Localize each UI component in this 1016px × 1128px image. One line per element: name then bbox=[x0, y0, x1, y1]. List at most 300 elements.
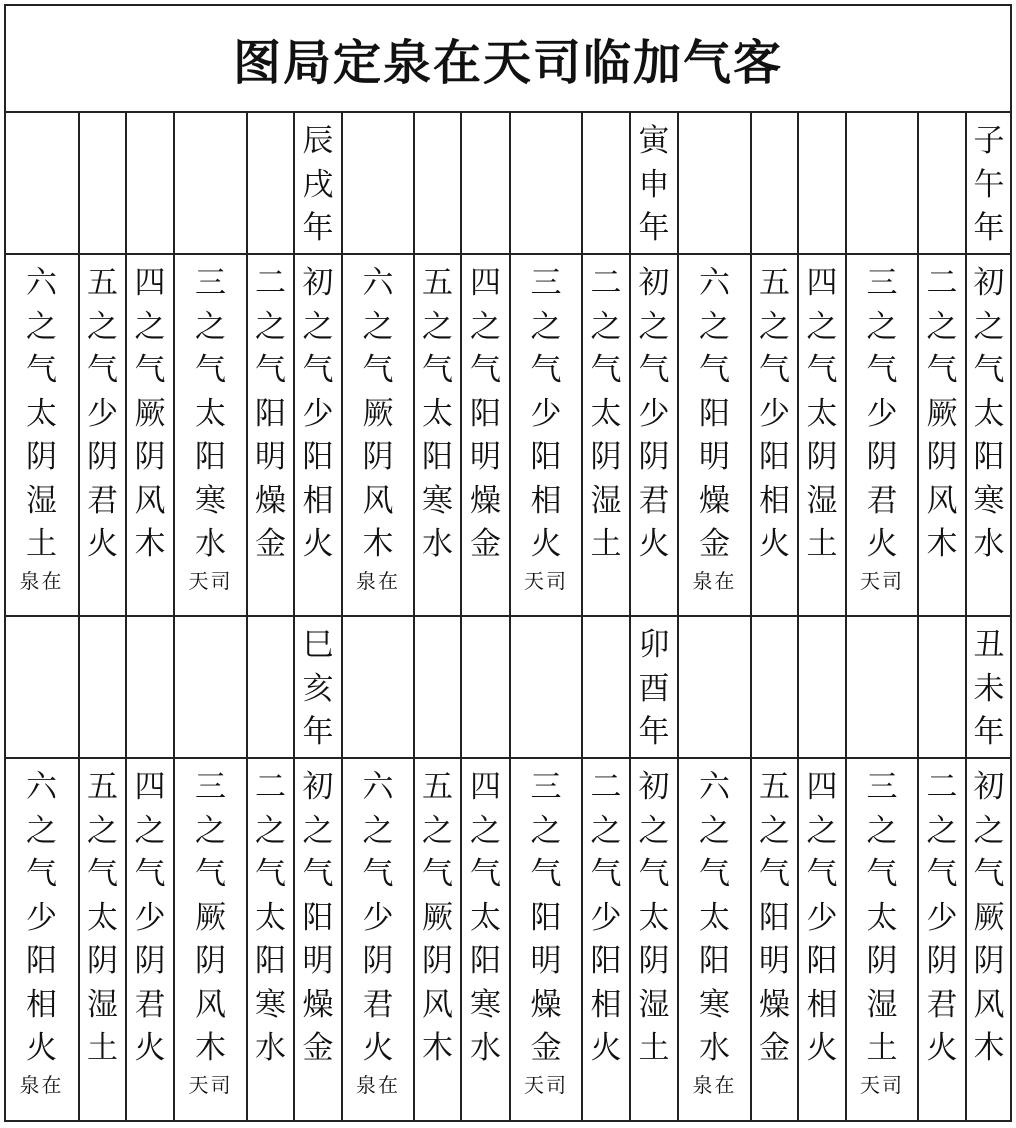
year-cell bbox=[918, 616, 966, 758]
year-cell bbox=[4, 616, 79, 758]
cell-char: 六 bbox=[26, 769, 57, 805]
cell-char: 火 bbox=[362, 1030, 394, 1066]
cell-char: 气 bbox=[255, 352, 286, 388]
qi-cell bbox=[247, 758, 294, 1122]
cell-char: 金 bbox=[302, 1030, 334, 1066]
qi-cell bbox=[126, 758, 174, 1122]
cell-char: 寅 bbox=[638, 123, 670, 159]
cell-char: 五 bbox=[422, 769, 453, 805]
cell-char: 火 bbox=[590, 1030, 622, 1066]
cell-char: 六 bbox=[699, 265, 730, 301]
cell-char: 明 bbox=[530, 943, 562, 979]
year-cell bbox=[461, 112, 510, 254]
cell-char: 火 bbox=[134, 1030, 166, 1066]
cell-char: 气 bbox=[134, 856, 166, 892]
cell-char: 太 bbox=[699, 899, 730, 936]
qi-cell bbox=[678, 758, 751, 1122]
cell-char: 三 bbox=[866, 265, 898, 301]
cell-char: 初 bbox=[302, 265, 334, 301]
cell-char: 少 bbox=[26, 899, 57, 936]
cell-char: 气 bbox=[530, 352, 562, 388]
cell-char: 相 bbox=[806, 986, 838, 1023]
cell-char: 太 bbox=[806, 395, 838, 432]
qi-cell bbox=[4, 254, 79, 616]
cell-char: 寒 bbox=[422, 482, 453, 519]
cell-char: 太 bbox=[87, 899, 118, 936]
year-cell bbox=[247, 616, 294, 758]
cell-char: 四 bbox=[806, 265, 838, 301]
cell-char: 二 bbox=[255, 265, 286, 301]
cell-char: 初 bbox=[638, 265, 670, 301]
cell-char: 湿 bbox=[866, 986, 898, 1023]
cell-char: 阴 bbox=[973, 943, 1005, 979]
qi-cell bbox=[294, 254, 342, 616]
cell-char: 燥 bbox=[530, 986, 562, 1023]
cell-char: 阳 bbox=[255, 395, 286, 432]
year-cell bbox=[582, 616, 630, 758]
qi-cell bbox=[966, 758, 1012, 1122]
cell-char: 年 bbox=[302, 210, 334, 246]
cell-char: 厥 bbox=[195, 899, 226, 936]
cell-char: 之 bbox=[134, 812, 166, 849]
cell-char: 金 bbox=[470, 526, 501, 562]
cell-char: 风 bbox=[134, 482, 166, 519]
cell-char: 之 bbox=[866, 812, 898, 849]
cell-char: 气 bbox=[255, 856, 286, 892]
cell-char: 少 bbox=[926, 899, 958, 936]
cell-char: 气 bbox=[530, 856, 562, 892]
cell-char: 气 bbox=[973, 352, 1005, 388]
cell-char: 之 bbox=[255, 812, 286, 849]
cell-note: 天司 bbox=[860, 568, 904, 593]
qi-cell bbox=[247, 254, 294, 616]
year-cell bbox=[678, 112, 751, 254]
year-cell bbox=[79, 616, 126, 758]
cell-char: 火 bbox=[638, 526, 670, 562]
cell-char: 气 bbox=[699, 352, 730, 388]
cell-char: 之 bbox=[530, 308, 562, 345]
cell-char: 阳 bbox=[195, 439, 226, 475]
cell-char: 阴 bbox=[590, 439, 622, 475]
cell-char: 阴 bbox=[362, 943, 394, 979]
cell-char: 阳 bbox=[26, 943, 57, 979]
cell-char: 水 bbox=[699, 1030, 730, 1066]
cell-char: 四 bbox=[470, 769, 501, 805]
cell-char: 阳 bbox=[422, 439, 453, 475]
cell-char: 五 bbox=[87, 265, 118, 301]
qi-cell bbox=[4, 758, 79, 1122]
cell-char: 之 bbox=[638, 308, 670, 345]
cell-char: 之 bbox=[470, 308, 501, 345]
cell-char: 水 bbox=[470, 1030, 501, 1066]
cell-char: 年 bbox=[973, 714, 1005, 750]
cell-char: 厥 bbox=[134, 395, 166, 432]
cell-char: 君 bbox=[866, 482, 898, 519]
cell-char: 厥 bbox=[362, 395, 394, 432]
cell-char: 木 bbox=[134, 526, 166, 562]
year-cell bbox=[751, 112, 798, 254]
cell-char: 气 bbox=[973, 856, 1005, 892]
cell-char: 巳 bbox=[302, 627, 334, 663]
cell-char: 火 bbox=[759, 526, 790, 562]
cell-char: 气 bbox=[195, 352, 226, 388]
year-cell bbox=[174, 616, 247, 758]
qi-cell bbox=[798, 758, 846, 1122]
cell-char: 阳 bbox=[470, 395, 501, 432]
cell-char: 木 bbox=[973, 1030, 1005, 1066]
cell-char: 水 bbox=[255, 1030, 286, 1066]
cell-char: 辰 bbox=[302, 123, 334, 159]
year-cell bbox=[174, 112, 247, 254]
cell-char: 之 bbox=[699, 308, 730, 345]
cell-char: 之 bbox=[195, 308, 226, 345]
cell-char: 之 bbox=[699, 812, 730, 849]
year-cell bbox=[294, 616, 342, 758]
year-cell bbox=[510, 112, 582, 254]
year-cell bbox=[294, 112, 342, 254]
cell-char: 少 bbox=[806, 899, 838, 936]
cell-char: 五 bbox=[87, 769, 118, 805]
qi-cell bbox=[510, 758, 582, 1122]
year-cell bbox=[678, 616, 751, 758]
cell-char: 阴 bbox=[134, 439, 166, 475]
cell-char: 之 bbox=[590, 812, 622, 849]
cell-char: 阳 bbox=[302, 899, 334, 936]
cell-char: 明 bbox=[759, 943, 790, 979]
qi-cell bbox=[342, 758, 414, 1122]
cell-char: 之 bbox=[759, 812, 790, 849]
cell-char: 初 bbox=[302, 769, 334, 805]
cell-char: 之 bbox=[362, 812, 394, 849]
cell-char: 土 bbox=[638, 1030, 670, 1066]
year-cell bbox=[966, 616, 1012, 758]
cell-char: 土 bbox=[26, 526, 57, 562]
cell-char: 阳 bbox=[806, 943, 838, 979]
cell-char: 燥 bbox=[470, 482, 501, 519]
cell-char: 湿 bbox=[590, 482, 622, 519]
cell-char: 水 bbox=[973, 526, 1005, 562]
cell-char: 阳 bbox=[759, 899, 790, 936]
cell-char: 阴 bbox=[134, 943, 166, 979]
cell-char: 寒 bbox=[255, 986, 286, 1023]
cell-char: 二 bbox=[255, 769, 286, 805]
cell-char: 气 bbox=[26, 352, 57, 388]
cell-char: 气 bbox=[806, 856, 838, 892]
cell-char: 二 bbox=[926, 265, 958, 301]
cell-char: 燥 bbox=[255, 482, 286, 519]
cell-char: 明 bbox=[699, 439, 730, 475]
cell-char: 气 bbox=[302, 352, 334, 388]
qi-cell bbox=[342, 254, 414, 616]
cell-char: 气 bbox=[638, 856, 670, 892]
year-cell bbox=[461, 616, 510, 758]
cell-char: 少 bbox=[530, 395, 562, 432]
cell-char: 之 bbox=[806, 812, 838, 849]
cell-char: 厥 bbox=[973, 899, 1005, 936]
qi-cell bbox=[846, 254, 918, 616]
cell-char: 土 bbox=[87, 1030, 118, 1066]
cell-note: 泉在 bbox=[692, 1072, 737, 1097]
qi-cell bbox=[79, 254, 126, 616]
cell-char: 相 bbox=[590, 986, 622, 1023]
cell-char: 风 bbox=[973, 986, 1005, 1023]
cell-char: 气 bbox=[759, 352, 790, 388]
cell-char: 气 bbox=[866, 856, 898, 892]
cell-note: 泉在 bbox=[356, 568, 400, 593]
qi-cell bbox=[918, 758, 966, 1122]
cell-char: 气 bbox=[422, 352, 453, 388]
cell-char: 三 bbox=[195, 265, 226, 301]
cell-char: 阳 bbox=[699, 943, 730, 979]
year-cell bbox=[846, 616, 918, 758]
year-cell bbox=[342, 616, 414, 758]
cell-char: 木 bbox=[195, 1030, 226, 1066]
cell-char: 气 bbox=[590, 352, 622, 388]
cell-char: 太 bbox=[195, 395, 226, 432]
cell-char: 五 bbox=[759, 769, 790, 805]
cell-char: 之 bbox=[362, 308, 394, 345]
qi-cell bbox=[798, 254, 846, 616]
cell-char: 阳 bbox=[590, 943, 622, 979]
cell-char: 明 bbox=[302, 943, 334, 979]
cell-char: 之 bbox=[973, 308, 1005, 345]
cell-char: 阴 bbox=[195, 943, 226, 979]
cell-char: 气 bbox=[195, 856, 226, 892]
cell-char: 土 bbox=[806, 526, 838, 562]
cell-char: 二 bbox=[926, 769, 958, 805]
cell-char: 年 bbox=[638, 210, 670, 246]
qi-cell bbox=[918, 254, 966, 616]
cell-char: 少 bbox=[362, 899, 394, 936]
cell-char: 气 bbox=[362, 856, 394, 892]
cell-note: 泉在 bbox=[19, 1072, 64, 1097]
cell-char: 相 bbox=[302, 482, 334, 519]
cell-char: 午 bbox=[973, 166, 1005, 203]
cell-char: 之 bbox=[470, 812, 501, 849]
cell-char: 太 bbox=[638, 899, 670, 936]
cell-char: 太 bbox=[590, 395, 622, 432]
cell-char: 木 bbox=[362, 526, 394, 562]
cell-char: 阳 bbox=[530, 899, 562, 936]
cell-char: 太 bbox=[26, 395, 57, 432]
cell-char: 之 bbox=[195, 812, 226, 849]
cell-char: 阳 bbox=[530, 439, 562, 475]
cell-char: 之 bbox=[422, 308, 453, 345]
cell-char: 卯 bbox=[638, 627, 670, 663]
cell-char: 气 bbox=[87, 352, 118, 388]
cell-char: 阴 bbox=[926, 943, 958, 979]
cell-char: 寒 bbox=[973, 482, 1005, 519]
cell-char: 二 bbox=[590, 769, 622, 805]
cell-char: 六 bbox=[362, 265, 394, 301]
cell-char: 湿 bbox=[26, 482, 57, 519]
cell-char: 初 bbox=[973, 769, 1005, 805]
cell-char: 气 bbox=[926, 352, 958, 388]
cell-char: 三 bbox=[530, 769, 562, 805]
cell-char: 火 bbox=[806, 1030, 838, 1066]
cell-char: 君 bbox=[87, 482, 118, 519]
qi-cell bbox=[79, 758, 126, 1122]
cell-char: 气 bbox=[362, 352, 394, 388]
cell-char: 君 bbox=[134, 986, 166, 1023]
cell-char: 阴 bbox=[87, 943, 118, 979]
cell-char: 湿 bbox=[806, 482, 838, 519]
cell-char: 阴 bbox=[422, 943, 453, 979]
cell-char: 之 bbox=[759, 308, 790, 345]
cell-char: 火 bbox=[26, 1030, 57, 1066]
year-cell bbox=[126, 616, 174, 758]
qi-cell bbox=[510, 254, 582, 616]
cell-char: 阴 bbox=[638, 439, 670, 475]
cell-char: 木 bbox=[422, 1030, 453, 1066]
cell-char: 阳 bbox=[759, 439, 790, 475]
qi-cell bbox=[126, 254, 174, 616]
cell-char: 五 bbox=[422, 265, 453, 301]
cell-char: 之 bbox=[926, 308, 958, 345]
year-cell bbox=[582, 112, 630, 254]
cell-char: 厥 bbox=[926, 395, 958, 432]
cell-char: 气 bbox=[926, 856, 958, 892]
cell-char: 之 bbox=[302, 812, 334, 849]
cell-char: 之 bbox=[973, 812, 1005, 849]
cell-char: 太 bbox=[973, 395, 1005, 432]
cell-char: 气 bbox=[866, 352, 898, 388]
cell-note: 天司 bbox=[524, 1072, 568, 1097]
cell-char: 燥 bbox=[302, 986, 334, 1023]
cell-char: 君 bbox=[362, 986, 394, 1023]
cell-char: 火 bbox=[926, 1030, 958, 1066]
cell-char: 阳 bbox=[470, 943, 501, 979]
cell-char: 少 bbox=[590, 899, 622, 936]
cell-char: 气 bbox=[759, 856, 790, 892]
cell-char: 之 bbox=[806, 308, 838, 345]
qi-cell bbox=[461, 758, 510, 1122]
cell-char: 明 bbox=[470, 439, 501, 475]
cell-char: 少 bbox=[759, 395, 790, 432]
cell-char: 亥 bbox=[302, 670, 334, 707]
qi-cell bbox=[582, 254, 630, 616]
qi-cell bbox=[174, 254, 247, 616]
cell-char: 未 bbox=[973, 670, 1005, 707]
cell-char: 年 bbox=[638, 714, 670, 750]
cell-char: 少 bbox=[302, 395, 334, 432]
cell-char: 气 bbox=[134, 352, 166, 388]
cell-char: 火 bbox=[302, 526, 334, 562]
cell-char: 金 bbox=[255, 526, 286, 562]
cell-char: 丑 bbox=[973, 627, 1005, 663]
cell-char: 阳 bbox=[973, 439, 1005, 475]
qi-cell bbox=[846, 758, 918, 1122]
cell-char: 风 bbox=[422, 986, 453, 1023]
cell-char: 三 bbox=[530, 265, 562, 301]
year-cell bbox=[126, 112, 174, 254]
qi-cell bbox=[630, 254, 678, 616]
cell-char: 年 bbox=[973, 210, 1005, 246]
year-cell bbox=[510, 616, 582, 758]
cell-note: 天司 bbox=[860, 1072, 904, 1097]
cell-char: 木 bbox=[926, 526, 958, 562]
year-cell bbox=[918, 112, 966, 254]
cell-char: 气 bbox=[470, 856, 501, 892]
cell-char: 阴 bbox=[806, 439, 838, 475]
cell-char: 六 bbox=[699, 769, 730, 805]
qi-cell bbox=[294, 758, 342, 1122]
cell-char: 燥 bbox=[759, 986, 790, 1023]
cell-char: 气 bbox=[87, 856, 118, 892]
cell-char: 火 bbox=[866, 526, 898, 562]
cell-char: 之 bbox=[255, 308, 286, 345]
cell-char: 少 bbox=[638, 395, 670, 432]
cell-char: 金 bbox=[759, 1030, 790, 1066]
cell-char: 三 bbox=[866, 769, 898, 805]
qi-cell bbox=[751, 254, 798, 616]
cell-char: 阴 bbox=[866, 439, 898, 475]
cell-note: 天司 bbox=[188, 1072, 233, 1097]
cell-char: 湿 bbox=[638, 986, 670, 1023]
cell-char: 气 bbox=[422, 856, 453, 892]
cell-char: 风 bbox=[195, 986, 226, 1023]
page-title: 图局定泉在天司临加气客 bbox=[232, 34, 783, 91]
cell-char: 六 bbox=[26, 265, 57, 301]
cell-char: 气 bbox=[806, 352, 838, 388]
cell-char: 四 bbox=[806, 769, 838, 805]
cell-char: 之 bbox=[926, 812, 958, 849]
cell-char: 三 bbox=[195, 769, 226, 805]
cell-char: 水 bbox=[422, 526, 453, 562]
qi-cell bbox=[678, 254, 751, 616]
cell-char: 火 bbox=[87, 526, 118, 562]
cell-char: 气 bbox=[590, 856, 622, 892]
cell-char: 太 bbox=[470, 899, 501, 936]
cell-char: 之 bbox=[422, 812, 453, 849]
cell-char: 四 bbox=[134, 265, 166, 301]
cell-note: 天司 bbox=[188, 568, 233, 593]
cell-char: 阴 bbox=[638, 943, 670, 979]
year-cell bbox=[247, 112, 294, 254]
year-cell bbox=[798, 616, 846, 758]
cell-char: 六 bbox=[362, 769, 394, 805]
year-cell bbox=[342, 112, 414, 254]
cell-char: 金 bbox=[530, 1030, 562, 1066]
year-cell bbox=[798, 112, 846, 254]
cell-char: 阳 bbox=[699, 395, 730, 432]
cell-char: 水 bbox=[195, 526, 226, 562]
year-cell bbox=[414, 112, 461, 254]
qi-cell bbox=[414, 758, 461, 1122]
qi-cell bbox=[630, 758, 678, 1122]
cell-char: 之 bbox=[302, 308, 334, 345]
year-cell bbox=[79, 112, 126, 254]
cell-char: 风 bbox=[362, 482, 394, 519]
cell-char: 气 bbox=[638, 352, 670, 388]
year-cell bbox=[4, 112, 79, 254]
qi-cell bbox=[414, 254, 461, 616]
cell-char: 阴 bbox=[926, 439, 958, 475]
cell-char: 少 bbox=[866, 395, 898, 432]
cell-char: 土 bbox=[866, 1030, 898, 1066]
cell-char: 四 bbox=[470, 265, 501, 301]
cell-char: 相 bbox=[759, 482, 790, 519]
year-cell bbox=[414, 616, 461, 758]
cell-char: 燥 bbox=[699, 482, 730, 519]
cell-char: 风 bbox=[926, 482, 958, 519]
cell-char: 金 bbox=[699, 526, 730, 562]
qi-cell bbox=[582, 758, 630, 1122]
cell-note: 泉在 bbox=[19, 568, 64, 593]
cell-char: 土 bbox=[590, 526, 622, 562]
qi-cell bbox=[751, 758, 798, 1122]
cell-char: 相 bbox=[530, 482, 562, 519]
